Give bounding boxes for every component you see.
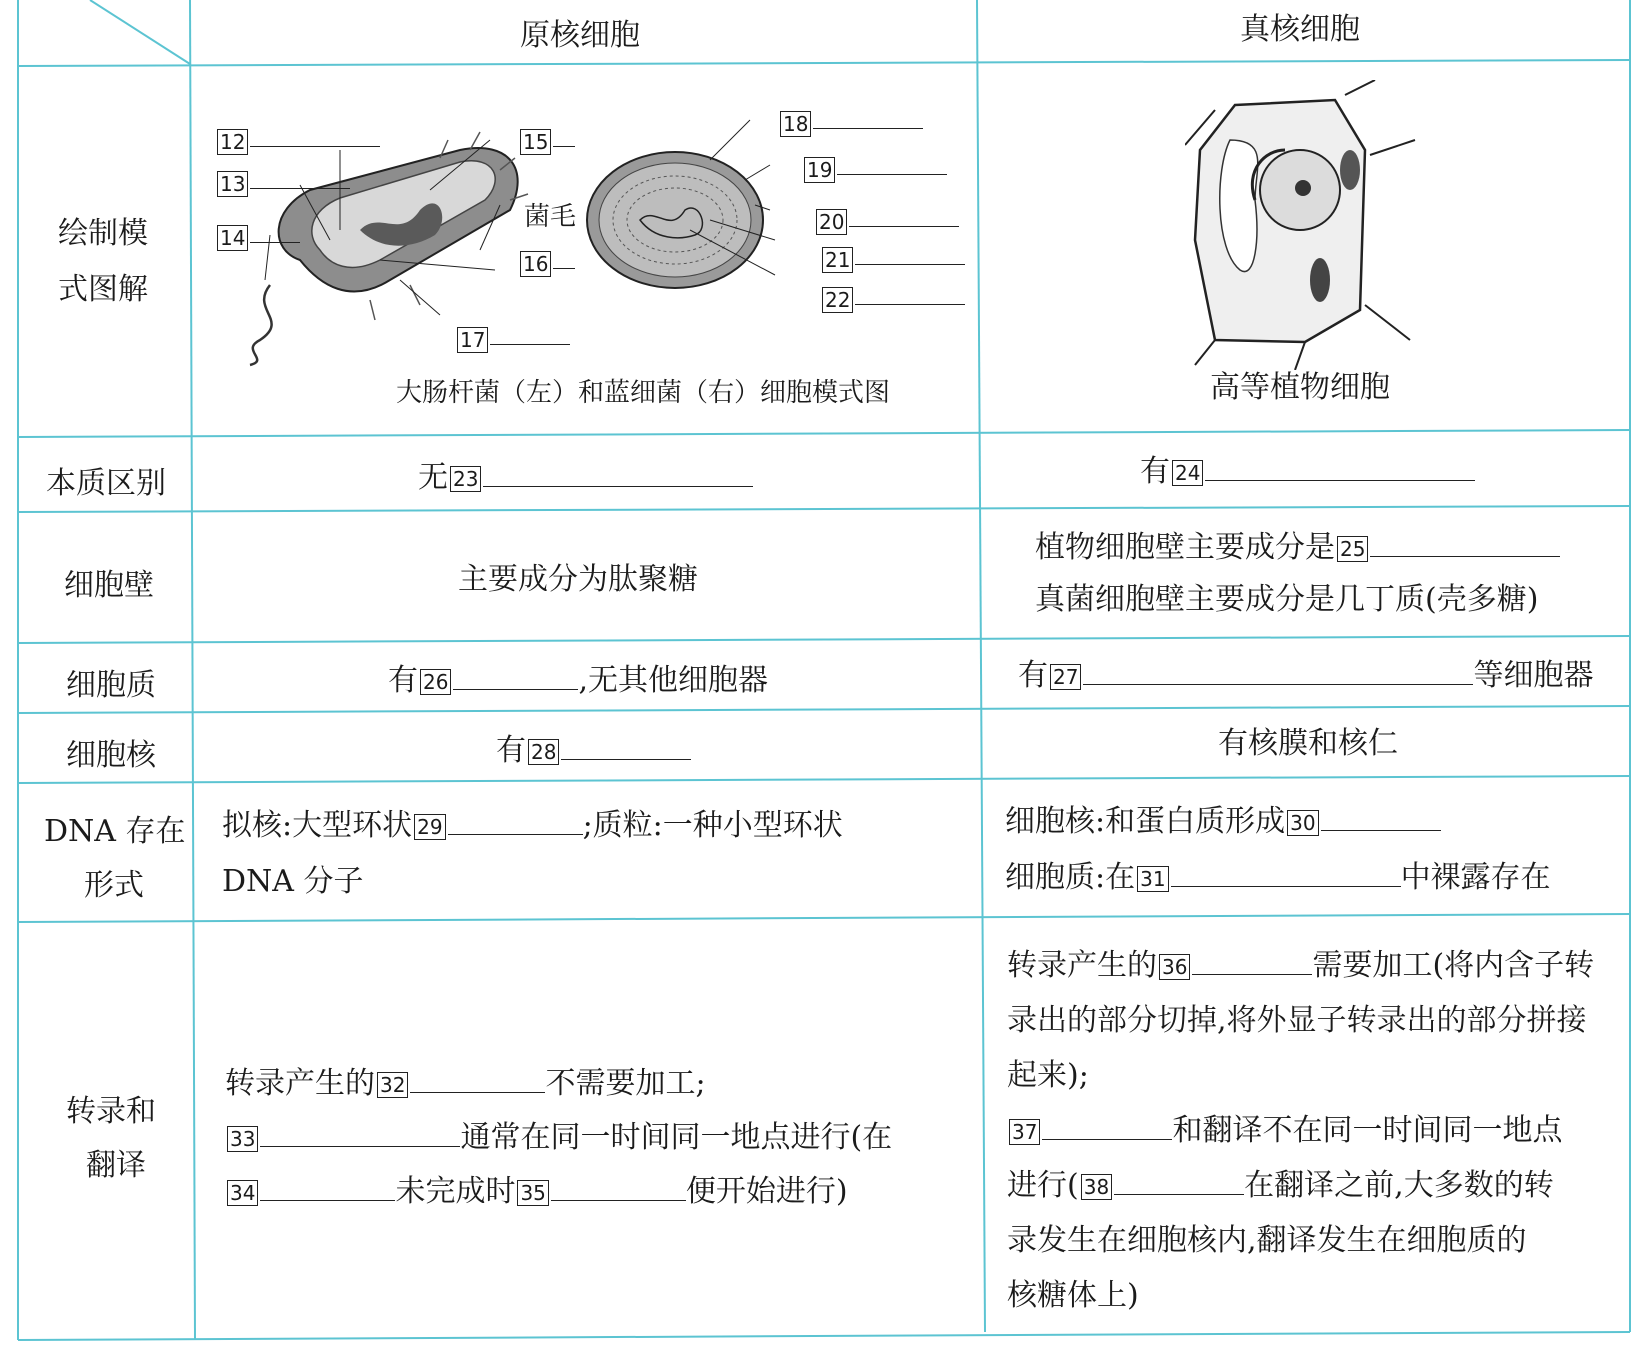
cyanobacteria-diagram: [587, 152, 763, 288]
answer-blank-31[interactable]: [1171, 858, 1401, 887]
blank-number-24: 24: [1172, 460, 1203, 486]
blank-number-30: 30: [1287, 810, 1318, 836]
label-13: 13: [215, 160, 350, 197]
answer-blank-29[interactable]: [448, 806, 583, 835]
row-label-dna-2: 形式: [84, 868, 144, 903]
trans-prokaryote-line3: 34 未完成时 35 便开始进行): [225, 1166, 848, 1210]
dna-eukaryote-line1: 细胞核:和蛋白质形成 30: [1005, 796, 1441, 840]
trans-eukaryote-line3: 起来);: [1007, 1058, 1089, 1093]
wall-prokaryote: 主要成分为肽聚糖: [458, 562, 698, 597]
trans-eukaryote-line1: 转录产生的 36 需要加工(将内含子转: [1007, 948, 1595, 983]
blank-number-29: 29: [414, 814, 445, 840]
blank-number-27: 27: [1050, 664, 1081, 690]
label-22: 22: [820, 276, 965, 313]
trans-eukaryote-line7: 核糖体上): [1007, 1278, 1139, 1313]
label-15: 15: [518, 118, 575, 155]
answer-blank-37[interactable]: [1042, 1111, 1172, 1140]
wall-eukaryote-line2: 真菌细胞壁主要成分是几丁质(壳多糖): [1035, 582, 1539, 617]
row-label-wall: 细胞壁: [64, 568, 154, 603]
answer-blank-38[interactable]: [1114, 1166, 1244, 1195]
row-label-diagram-2: 式图解: [58, 272, 148, 307]
answer-blank-25[interactable]: [1370, 528, 1560, 557]
trans-eukaryote-line2: 录出的部分切掉,将外显子转录出的部分拼接: [1007, 1003, 1587, 1038]
row-label-diagram-1: 绘制模: [58, 216, 148, 251]
blank-number-31: 31: [1137, 866, 1168, 892]
trans-eukaryote-line5: 进行( 38 在翻译之前,大多数的转: [1007, 1168, 1554, 1203]
label-19: 19: [802, 146, 947, 183]
plant-cell-illustration: [1185, 80, 1425, 370]
trans-eukaryote-line4: 37 和翻译不在同一时间同一地点: [1007, 1105, 1562, 1149]
header-eukaryote: 真核细胞: [1240, 12, 1360, 47]
label-17: 17: [455, 316, 570, 353]
answer-blank-36[interactable]: [1192, 946, 1312, 975]
answer-blank-34[interactable]: [260, 1172, 395, 1201]
wall-eukaryote-line1: 植物细胞壁主要成分是 25: [1035, 522, 1560, 566]
label-14: 14: [215, 214, 300, 251]
label-16: 16: [518, 240, 575, 277]
essence-prokaryote: 无 23: [418, 452, 753, 496]
label-12: 12: [215, 118, 380, 155]
eukaryote-diagram-caption: 高等植物细胞: [1210, 370, 1390, 405]
answer-blank-23[interactable]: [483, 458, 753, 487]
trans-prokaryote-line2: 33 通常在同一时间同一地点进行(在: [225, 1112, 892, 1156]
row-label-nucleus: 细胞核: [66, 738, 156, 773]
blank-number-34: 34: [227, 1180, 258, 1206]
row-label-trans-2: 翻译: [86, 1148, 146, 1183]
row-label-dna-1: DNA 存在: [44, 814, 186, 849]
nucleus-prokaryote: 有 28: [496, 725, 691, 769]
blank-number-28: 28: [528, 739, 559, 765]
header-prokaryote: 原核细胞: [520, 18, 640, 53]
dna-eukaryote-line2: 细胞质:在 31 中裸露存在: [1005, 860, 1551, 895]
blank-number-35: 35: [517, 1180, 548, 1206]
answer-blank-26[interactable]: [453, 661, 578, 690]
row-label-cytoplasm: 细胞质: [66, 668, 156, 703]
blank-number-25: 25: [1337, 536, 1368, 562]
dna-prokaryote-line1: 拟核:大型环状 29 ;质粒:一种小型环状: [222, 808, 843, 843]
blank-number-33: 33: [227, 1126, 258, 1152]
blank-number-36: 36: [1159, 954, 1190, 980]
blank-number-23: 23: [450, 466, 481, 492]
cytoplasm-eukaryote: 有 27 等细胞器: [1018, 658, 1594, 693]
trans-prokaryote-line1: 转录产生的 32 不需要加工;: [225, 1066, 706, 1101]
row-label-trans-1: 转录和: [66, 1094, 156, 1129]
label-18: 18: [778, 100, 923, 137]
label-20: 20: [814, 198, 959, 235]
blank-number-38: 38: [1081, 1174, 1112, 1200]
blank-number-37: 37: [1009, 1119, 1040, 1145]
answer-blank-33[interactable]: [260, 1118, 460, 1147]
nucleus-eukaryote: 有核膜和核仁: [1218, 726, 1398, 761]
cytoplasm-prokaryote: 有 26 ,无其他细胞器: [388, 663, 768, 698]
answer-blank-35[interactable]: [551, 1172, 686, 1201]
answer-blank-27[interactable]: [1083, 656, 1473, 685]
answer-blank-24[interactable]: [1205, 452, 1475, 481]
blank-number-26: 26: [420, 669, 451, 695]
row-label-essence: 本质区别: [46, 466, 166, 501]
label-pili: 菌毛: [524, 202, 577, 232]
trans-eukaryote-line6: 录发生在细胞核内,翻译发生在细胞质的: [1007, 1223, 1527, 1258]
dna-prokaryote-line2: DNA 分子: [222, 864, 364, 899]
answer-blank-28[interactable]: [561, 731, 691, 760]
blank-number-32: 32: [377, 1072, 408, 1098]
essence-eukaryote: 有 24: [1140, 446, 1475, 490]
answer-blank-30[interactable]: [1321, 802, 1441, 831]
label-21: 21: [820, 236, 965, 273]
answer-blank-32[interactable]: [410, 1064, 545, 1093]
prokaryote-diagram-caption: 大肠杆菌（左）和蓝细菌（右）细胞模式图: [396, 378, 891, 408]
